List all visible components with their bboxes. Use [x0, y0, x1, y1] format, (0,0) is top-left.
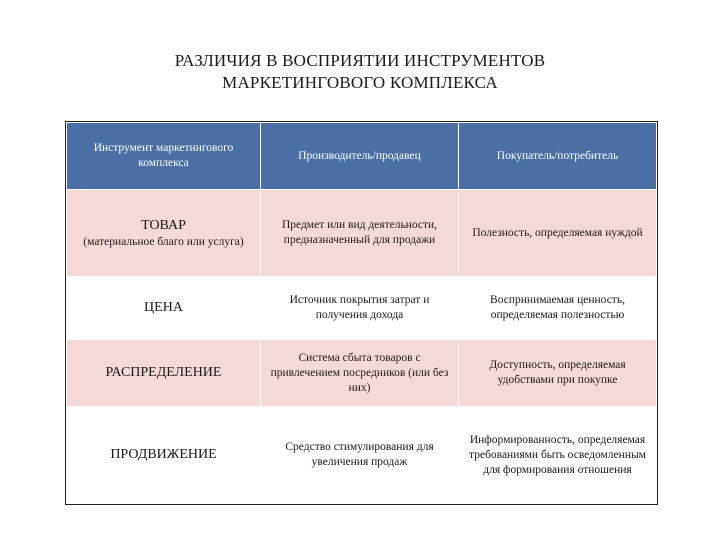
table-row-product	[67, 190, 657, 277]
producer-cell: Источник покрытия затрат и получения дохода	[261, 277, 459, 340]
consumer-cell: Информированность, определяемая требованиями быть осведомленным для формирования отношения	[459, 407, 657, 504]
header-producer: Производитель/продавец	[261, 123, 459, 190]
table-row-distribution	[67, 340, 657, 407]
instrument-cell	[67, 340, 261, 407]
consumer-cell: Доступность, определяемая удобствами при покупке	[459, 340, 657, 407]
table-header-row	[67, 123, 657, 190]
instrument-name: ЦЕНА	[144, 300, 183, 315]
header-instrument: Инструмент маркетингового комплекса	[67, 123, 261, 190]
instrument-name: РАСПРЕДЕЛЕНИЕ	[105, 365, 222, 380]
title-line-2: МАРКЕТИНГОВОГО КОМПЛЕКСА	[222, 73, 498, 92]
page-title	[0, 50, 720, 94]
header-consumer: Покупатель/потребитель	[459, 123, 657, 190]
table-row-price	[67, 277, 657, 340]
producer-cell: Средство стимулирования для увеличения продаж	[261, 407, 459, 504]
producer-cell: Предмет или вид деятельности, предназначенный для продажи	[261, 190, 459, 277]
consumer-cell: Полезность, определяемая нуждой	[459, 190, 657, 277]
comparison-table	[66, 122, 657, 504]
instrument-name: ПРОДВИЖЕНИЕ	[110, 447, 217, 462]
consumer-cell: Воспринимаемая ценность, определяемая полезностью	[459, 277, 657, 340]
instrument-name: ТОВАР	[141, 217, 186, 233]
producer-cell: Система сбыта товаров с привлечением посредников (или без них)	[261, 340, 459, 407]
instrument-cell	[67, 407, 261, 504]
title-line-1: РАЗЛИЧИЯ В ВОСПРИЯТИИ ИНСТРУМЕНТОВ	[174, 51, 546, 70]
instrument-note: (материальное благо или услуга)	[83, 235, 244, 248]
instrument-cell	[67, 190, 261, 277]
instrument-cell	[67, 277, 261, 340]
table-row-promotion	[67, 407, 657, 504]
